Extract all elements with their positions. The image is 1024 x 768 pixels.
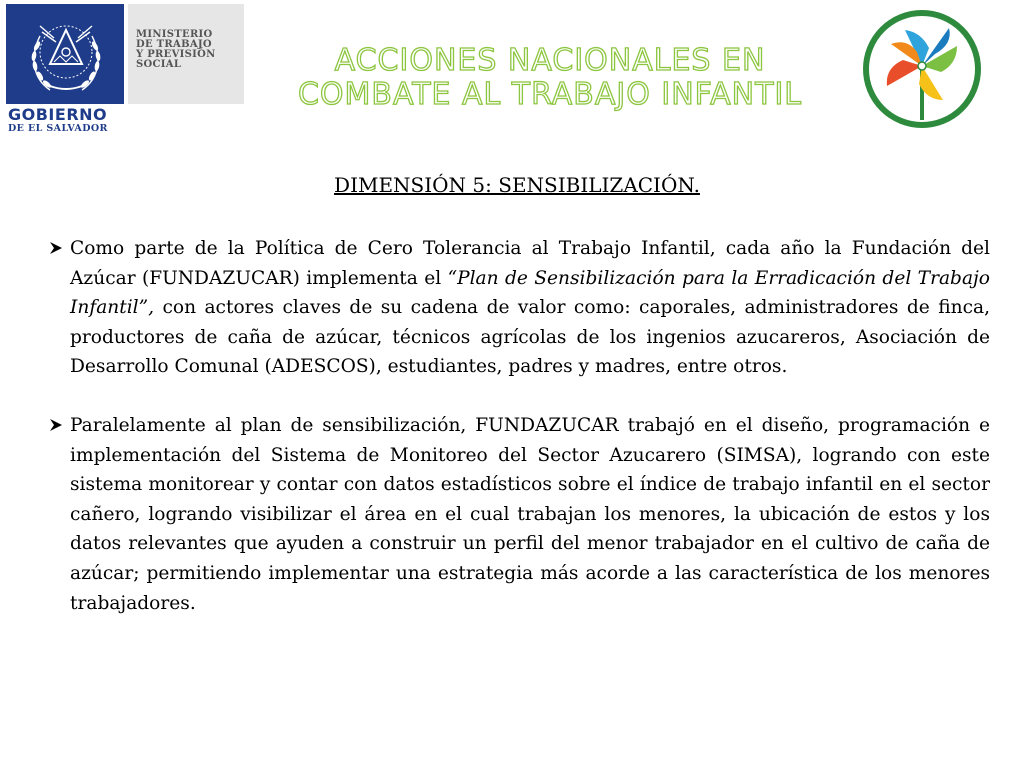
page-title: ACCIONES NACIONALES EN COMBATE AL TRABAJO INFANTIL: [297, 43, 803, 112]
arrow-bullet-icon: [48, 411, 64, 441]
bullet-list: [44, 234, 990, 618]
bullet-text: Paralelamente al plan de sensibilización, FUNDAZUCAR trabajó en el diseño, programación e implementación del Sistema de Monitoreo del Sector Azucarero (SIMSA), logrando con este sistema monitorear y contar con datos estadísticos sobre el índice de trabajo infantil en el sector cañero, logrando visibilizar el área en el cual trabajan los menores, la ubicación de estos y los datos relevantes que ayuden a construir un perfil del menor trabajador en el cultivo de caña de azúcar; permitiendo implementar una estrategia más acorde a las característica de los menores trabajadores.: [70, 414, 990, 614]
ministry-name: [136, 30, 216, 70]
list-item: [44, 234, 990, 382]
arrow-bullet-icon: [48, 234, 64, 264]
bullet-text: con actores claves de su cadena de valor como: caporales, administradores de finca, productores de caña de azúcar, técnicos agrícolas de los ingenios azucareros, Asociación de Desarrollo Comunal (ADESCOS), estudiantes, padres y madres, entre otros.: [70, 297, 990, 378]
bullet-text: Como parte de la Política de Cero Tolerancia al Trabajo Infantil, cada año la Fundación del Azúcar (FUNDAZUCAR) implementa el: [70, 238, 990, 289]
emblem-background: [6, 4, 124, 104]
coat-of-arms-icon: [20, 12, 112, 98]
ministry-line: SOCIAL: [136, 59, 182, 70]
government-logo: [6, 4, 244, 134]
government-wordmark: GOBIERNO: [8, 105, 108, 124]
pinwheel-icon: [861, 8, 983, 130]
ministry-label-background: [128, 4, 244, 104]
country-name: DE EL SALVADOR: [8, 123, 108, 134]
ministry-line: DE TRABAJO: [136, 39, 212, 50]
list-item: [44, 411, 990, 618]
ministry-line: Y PREVISIÓN: [136, 49, 216, 60]
ministry-line: MINISTERIO: [136, 29, 213, 40]
bullet-text-italic: “Plan de Sensibilización para la Erradicación del Trabajo Infantil”,: [70, 267, 990, 319]
section-subtitle: DIMENSIÓN 5: SENSIBILIZACIÓN.: [334, 173, 700, 197]
